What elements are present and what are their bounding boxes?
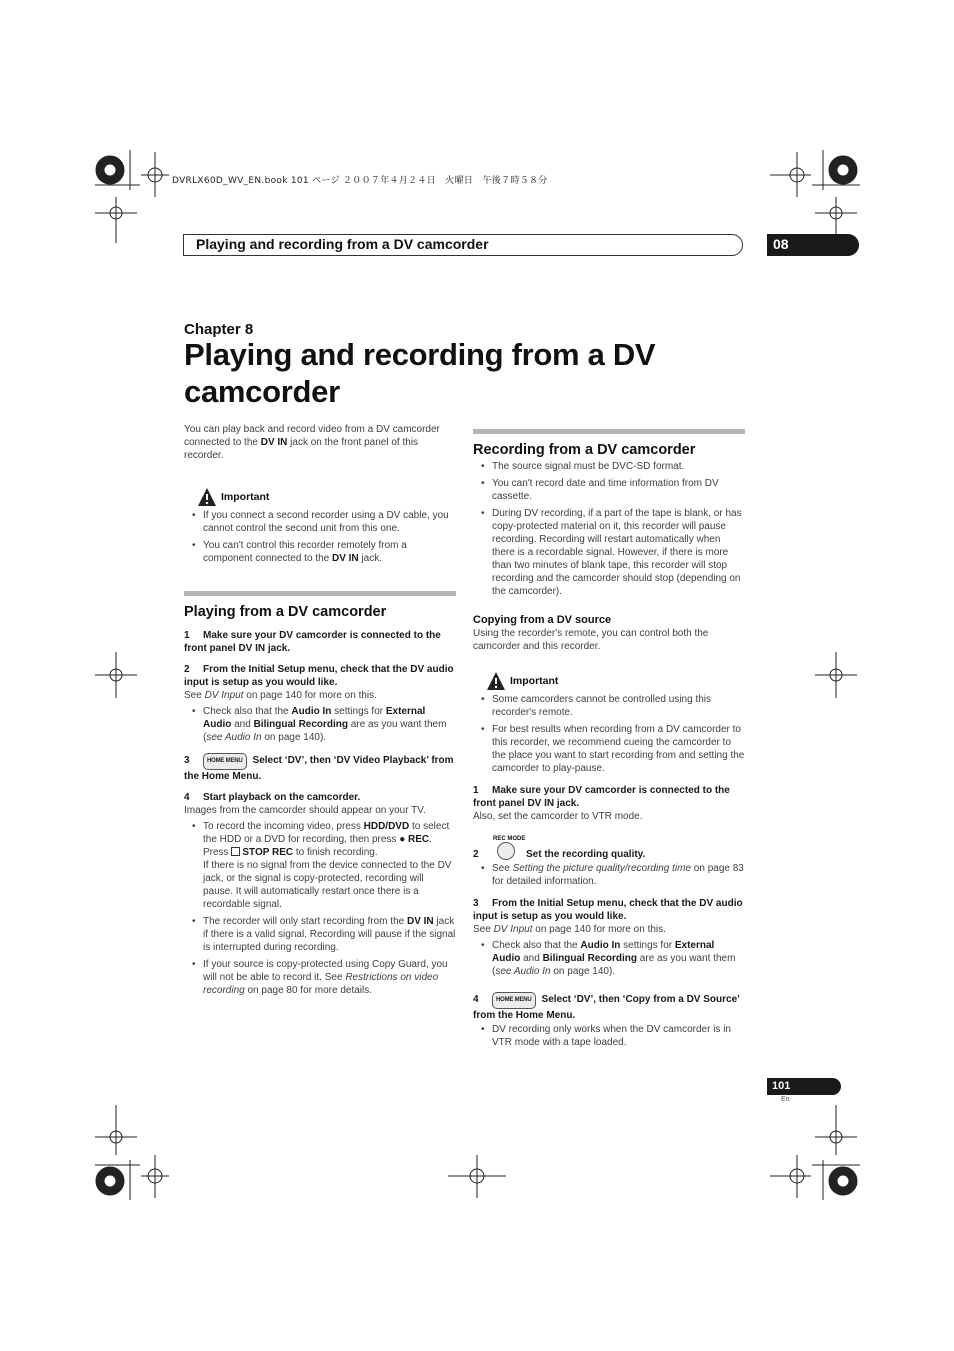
stop-square-icon xyxy=(231,847,240,856)
list-item: • For best results when recording from a DV camcorder to this recorder, we recommend cueing the camcorder to the place you want to start recording from and setting the camcorder to play-pause. xyxy=(492,723,745,775)
step-1: 1 Make sure your DV camcorder is connected to the front panel DV IN jack. xyxy=(184,630,441,654)
list-item: • See Setting the picture quality/recording time on page 83 for detailed information. xyxy=(492,862,745,888)
step-2-list xyxy=(184,705,456,744)
list-item: • The recorder will only start recording from the DV IN jack if there is a valid signal. Recording will pause if the signal is interrupted during recording. xyxy=(203,915,456,954)
chapter-label: Chapter 8 xyxy=(184,321,254,338)
rec-step-3-list xyxy=(473,939,745,978)
step-2-see: See DV Input on page 140 for more on this. xyxy=(184,690,377,701)
subsection-title-copying: Copying from a DV source xyxy=(473,614,612,626)
rec-step-4: 4 HOME MENU Select ‘DV’, then ‘Copy from a DV Source’ from the Home Menu. xyxy=(473,994,740,1021)
rec-step-2: REC MODE 2 Set the recording quality. xyxy=(473,833,745,861)
copying-desc: Using the recorder's remote, you can control both the camcorder and this recorder. xyxy=(473,628,709,652)
important-list-2 xyxy=(473,693,745,775)
list-item: • During DV recording, if a part of the tape is blank, or has copy-protected material on it, this recorder will pause recording. Recording will restart automatically when there is a recordable signal. However, if there is more than two minutes of blank tape, this recorder will stop recording and the camcorder should stop (depending on the camcorder). xyxy=(492,507,745,598)
chapter-number-tab: 08 xyxy=(767,234,859,256)
running-header xyxy=(183,234,743,256)
rec-step-3-see: See DV Input on page 140 for more on this. xyxy=(473,924,666,935)
warning-hand-icon xyxy=(197,487,217,507)
list-item: • If your source is copy-protected using Copy Guard, you will not be able to record it. See Restrictions on video recording on page 80 for more details. xyxy=(203,958,456,997)
rec-step-2-list xyxy=(473,862,745,888)
left-column xyxy=(184,423,456,1001)
step-4-list xyxy=(184,820,456,997)
important-list-1 xyxy=(184,509,456,565)
important-note-2: Important xyxy=(473,671,745,693)
home-menu-button-icon: HOME MENU xyxy=(203,753,247,770)
step-2: 2 From the Initial Setup menu, check that the DV audio input is setup as you would like. xyxy=(184,664,454,688)
rec-step-1-desc: Also, set the camcorder to VTR mode. xyxy=(473,811,643,822)
rec-step-4-list xyxy=(473,1023,745,1049)
chapter-title: Playing and recording from a DV camcorder xyxy=(184,337,656,409)
step-4-desc: Images from the camcorder should appear on your TV. xyxy=(184,805,426,816)
book-info: DVRLX60D_WV_EN.book 101 ページ ２００７年４月２４日 火曜日 午後７時５８分 xyxy=(172,176,548,186)
rec-mode-button-icon xyxy=(497,842,515,860)
list-item: • You can't record date and time information from DV cassette. xyxy=(492,477,745,503)
list-item: • Some camcorders cannot be controlled using this recorder's remote. xyxy=(492,693,745,719)
list-item: • If you connect a second recorder using a DV cable, you cannot control the second unit from this one. xyxy=(203,509,456,535)
home-menu-button-icon: HOME MENU xyxy=(492,992,536,1009)
list-item: • Check also that the Audio In settings for External Audio and Bilingual Recording are as you want them (see Audio In on page 140). xyxy=(203,705,456,744)
important-note-1: Important xyxy=(184,487,456,509)
section-divider xyxy=(184,591,456,596)
list-item: • You can't control this recorder remotely from a component connected to the DV IN jack. xyxy=(203,539,456,565)
rec-step-3: 3 From the Initial Setup menu, check that the DV audio input is setup as you would like. xyxy=(473,898,743,922)
header-title: Playing and recording from a DV camcorder xyxy=(196,236,489,252)
page-number: 101 xyxy=(767,1078,841,1095)
section-divider xyxy=(473,429,745,434)
section-title-recording: Recording from a DV camcorder xyxy=(473,442,696,458)
warning-hand-icon xyxy=(486,671,506,691)
rec-step-1: 1 Make sure your DV camcorder is connected to the front panel DV IN jack. xyxy=(473,785,730,809)
rec-mode-label: REC MODE xyxy=(493,836,526,842)
list-item: • The source signal must be DVC-SD format. xyxy=(492,460,745,473)
page-language: En xyxy=(781,1096,790,1103)
list-item: • DV recording only works when the DV camcorder is in VTR mode with a tape loaded. xyxy=(492,1023,745,1049)
right-column xyxy=(473,429,745,1053)
recording-list xyxy=(473,460,745,598)
section-title-playing: Playing from a DV camcorder xyxy=(184,604,387,620)
list-item: • Check also that the Audio In settings for External Audio and Bilingual Recording are as you want them (see Audio In on page 140). xyxy=(492,939,745,978)
intro-paragraph: You can play back and record video from a DV camcorder connected to the DV IN jack on the front panel of this recorder. xyxy=(184,424,440,461)
step-3: 3 HOME MENU Select ‘DV’, then ‘DV Video Playback’ from the Home Menu. xyxy=(184,755,454,782)
step-4: 4 Start playback on the camcorder. xyxy=(184,792,361,803)
list-item: • To record the incoming video, press HDD/DVD to select the HDD or a DVD for recording, then press ● REC. Press STOP REC to finish recording. If there is no signal from the device connected to the DV jack, or the signal is copy-protected, recording will pause. It will automatically restart once there is a recordable signal. xyxy=(203,820,456,911)
